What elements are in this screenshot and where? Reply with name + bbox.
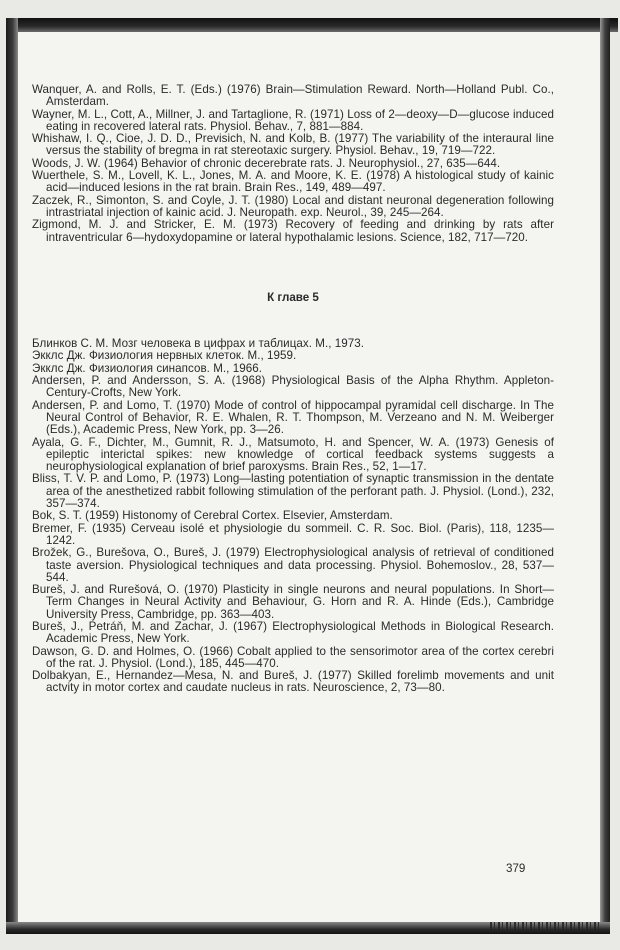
reference-entry: Dawson, G. D. and Holmes, O. (1966) Cobalt applied to the sensorimotor area of the cortex cerebri of the rat. J. Physiol. (Lond.), 185, 445—470. xyxy=(32,644,554,670)
reference-entry: Wuerthele, S. M., Lovell, K. L., Jones, M. A. and Moore, K. E. (1978) A histological study of kainic acid—induced lesions in the rat brain. Brain Res., 149, 489—497. xyxy=(32,169,554,195)
reference-list xyxy=(32,84,554,695)
reference-entry: Ayala, G. F., Dichter, M., Gumnit, R. J., Matsumoto, H. and Spencer, W. A. (1973) Genesis of epileptic interictal spikes: new knowledge of cortical feedback systems suggests a neurophysiological explanation of brief paroxysms. Brain Res., 52, 1—17. xyxy=(32,435,554,474)
reference-entry: Bliss, T. V. P. and Lomo, P. (1973) Long—lasting potentiation of synaptic transmission in the dentate area of the anesthetized rabbit following stimulation of the perforant path. J. Physiol. (Lond.), 232, 357—374. xyxy=(32,472,554,511)
reference-entry: Zaczek, R., Simonton, S. and Coyle, J. T. (1980) Local and distant neuronal degeneration following intrastriatal injection of kainic acid. J. Neuropath. exp. Neurol., 39, 245—264. xyxy=(32,193,554,219)
reference-entry: Whishaw, I. Q., Cioe, J. D. D., Previsich, N. and Kolb, B. (1977) The variability of the interaural line versus the stability of bregma in rat stereotaxic surgery. Physiol. Behav., 19, 719—722. xyxy=(32,132,554,158)
reference-entry: Dolbakyan, E., Hernandez—Mesa, N. and Bureš, J. (1977) Skilled forelimb movements and unit actvity in motor cortex and caudate nucleus in rats. Neuroscience, 2, 73—80. xyxy=(32,669,554,695)
book-page xyxy=(18,32,600,922)
reference-entry: Bureš, J. and Rurešová, O. (1970) Plasticity in single neurons and neural populations. In Short—Term Changes in Neural Activity and Behaviour, G. Horn and R. A. Hinde (Eds.), Cambridge University Press, Cambridge, pp. 363—403. xyxy=(32,583,554,621)
scan-edge-left xyxy=(6,18,18,933)
scan-edge-right xyxy=(600,18,610,933)
reference-entry: Bureš, J., Petráň, M. and Zachar, J. (1967) Electrophysiological Methods in Biological Research. Academic Press, New York. xyxy=(32,619,554,646)
barcode-strip xyxy=(490,922,600,932)
reference-entry: Zigmond, M. J. and Stricker, E. M. (1973) Recovery of feeding and drinking by rats after intraventricular 6—hydoxydopamine or lateral hypothalamic lesions. Science, 182, 717—720. xyxy=(32,218,554,244)
reference-entry: Andersen, P. and Andersson, S. A. (1968) Physiological Basis of the Alpha Rhythm. Appleton-Century-Crofts, New York. xyxy=(32,374,554,400)
reference-entry: Wayner, M. L., Cott, A., Millner, J. and Tartaglione, R. (1971) Loss of 2—deoxy—D—glucose induced eating in recovered lateral rats. Physiol. Behav., 7, 881—884. xyxy=(32,107,554,133)
reference-entry: Bremer, F. (1935) Cerveau isolé et physiologie du sommeil. C. R. Soc. Biol. (Paris), 118, 1235—1242. xyxy=(32,521,554,547)
page-number: 379 xyxy=(506,862,526,875)
reference-entry: Brožek, G., Burešova, O., Bureš, J. (1979) Electrophysiological analysis of retrieval of conditioned taste aversion. Physiological techniques and data processing. Physiol. Bohemoslov., 28, 537—544. xyxy=(32,546,554,584)
reference-entry: Andersen, P. and Lomo, T. (1970) Mode of control of hippocampal pyramidal cell discharge. In The Neural Control of Behavior, R. E. Whalen, R. T. Thompson, M. Verzeano and N. M. Weiberger (Eds.), Academic Press, New York, pp. 3—26. xyxy=(32,398,554,437)
scan-edge-bottom xyxy=(6,922,610,934)
reference-entry: Экклс Дж. Физиология нервных клеток. М., 1959. xyxy=(32,349,297,363)
reference-entry: Блинков С. М. Мозг человека в цифрах и таблицах. М., 1973. xyxy=(32,337,365,351)
reference-entry: Wanquer, A. and Rolls, E. T. (Eds.) (1976) Brain—Stimulation Reward. North—Holland Publ. Co., Amsterdam. xyxy=(32,83,554,109)
reference-entry: Экклс Дж. Физиология синапсов. М., 1966. xyxy=(32,361,262,375)
reference-entry: Woods, J. W. (1964) Behavior of chronic decerebrate rats. J. Neurophysiol., 27, 635—644. xyxy=(32,156,501,170)
reference-entry: Bok, S. T. (1959) Histonomy of Cerebral Cortex. Elsevier, Amsterdam. xyxy=(32,509,393,523)
section-heading: К главе 5 xyxy=(267,290,319,304)
scan-edge-top xyxy=(6,18,618,32)
